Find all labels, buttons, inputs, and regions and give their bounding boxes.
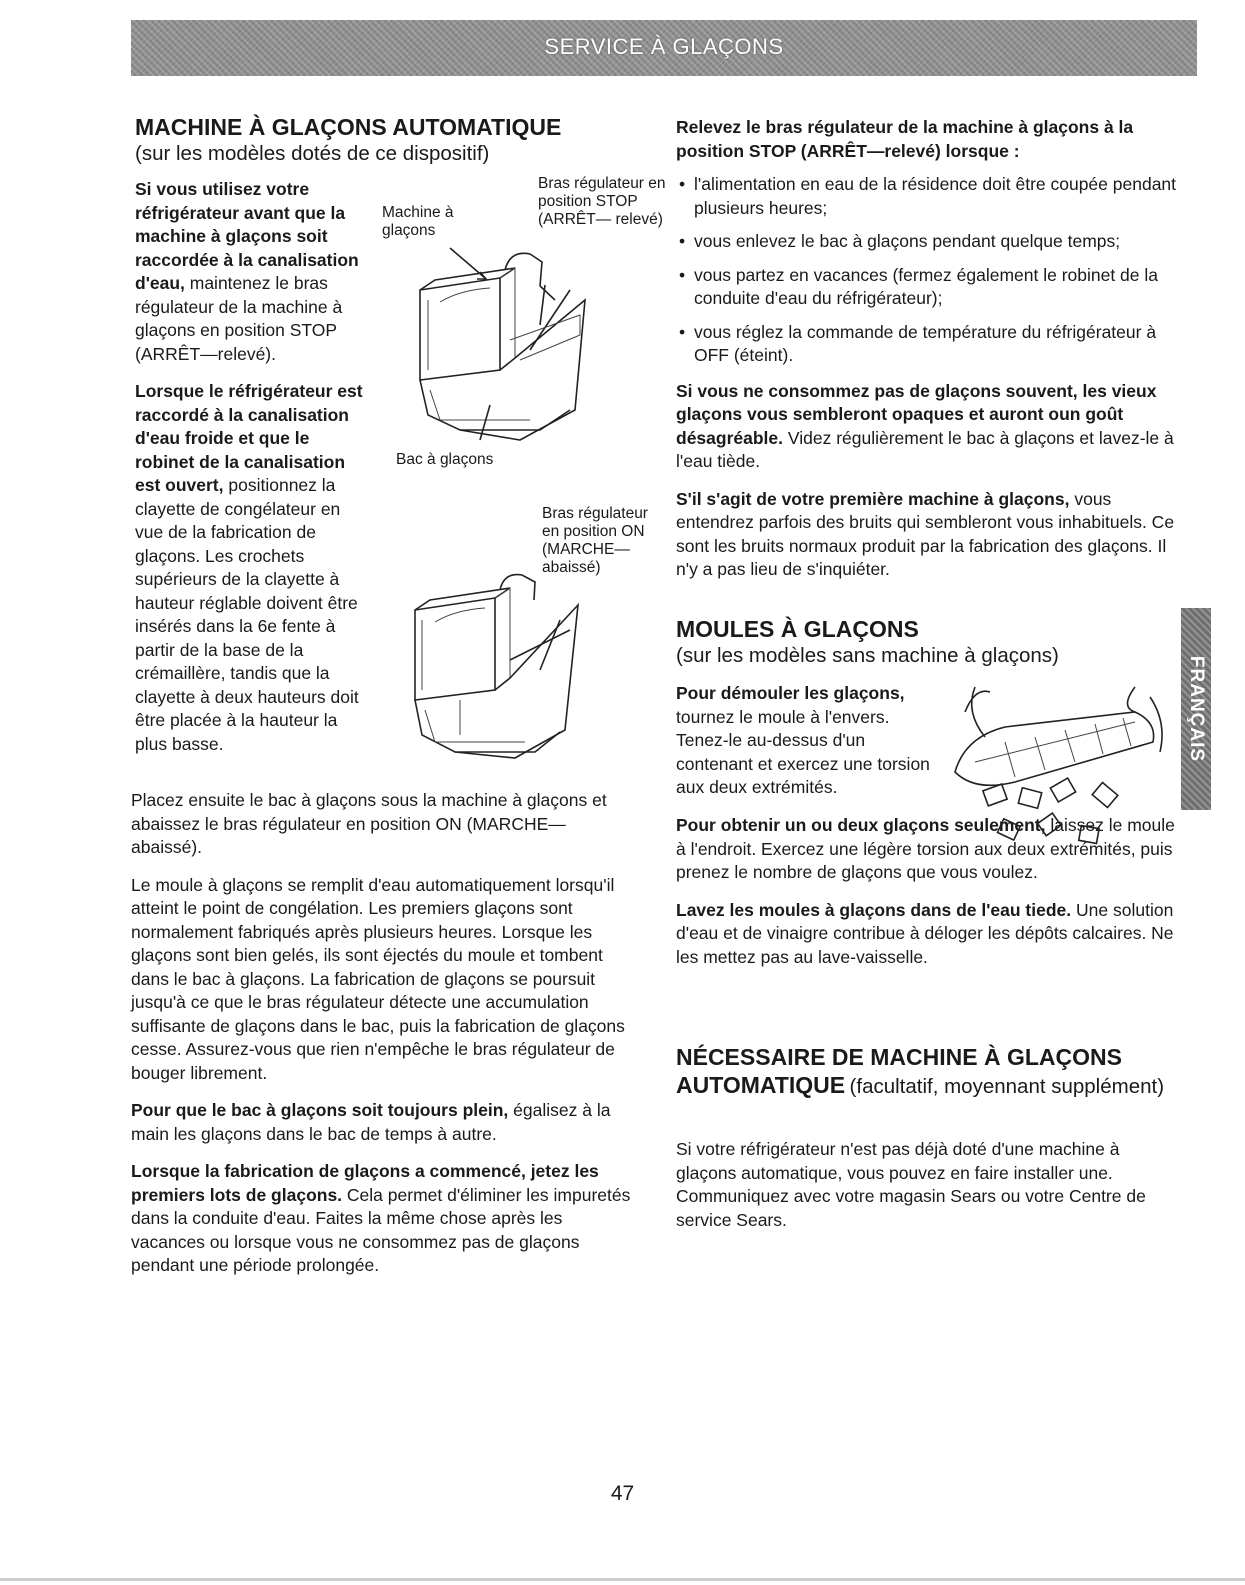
kit-subheading: (facultatif, moyennant supplément) (849, 1075, 1165, 1098)
stop-conditions-list (676, 173, 1186, 368)
p2-bold: Lorsque le réfrigérateur est raccordé à la canalisation d'eau froide et que le robinet de la canalisation est ouvert, (135, 381, 363, 495)
stop-intro: Relevez le bras régulateur de la machine à glaçons à la position STOP (ARRÊT—relevé) lorsque : (676, 117, 1134, 161)
wash-text: Une solution d'eau et de vinaigre contribue à déloger les dépôts calcaires. Ne les mettez pas au lave-vaisselle. (676, 899, 1174, 967)
language-tab (1181, 608, 1211, 810)
p2-cont: Placez ensuite le bac à glaçons sous la machine à glaçons et abaissez le bras régulateur en position ON (MARCHE—abaissé). (131, 790, 607, 857)
unmold-text: tournez le moule à l'envers. Tenez-le au-dessus d'un contenant et exercez une torsion aux deux extrémités. (676, 706, 930, 797)
moulds-title: MOULES À GLAÇONS (676, 616, 919, 642)
p4-text: égalisez à la main les glaçons dans le bac de temps à autre. (131, 1100, 611, 1144)
language-tab-label: FRANÇAIS (1186, 655, 1207, 763)
list-item: • vous partez en vacances (fermez également le robinet de la conduite d'eau du réfrigérateur); (694, 264, 1186, 311)
list-item: • vous réglez la commande de température du réfrigérateur à OFF (éteint). (694, 321, 1186, 368)
icemaker-subheading: (sur les modèles dotés de ce dispositif) (135, 142, 490, 165)
p5-bold: Lorsque la fabrication de glaçons a commencé, jetez les premiers lots de glaçons. (131, 1161, 599, 1205)
section-banner (131, 20, 1197, 76)
kit-para (676, 1138, 1176, 1246)
fig1-label-machine: Machine à glaçons (382, 204, 454, 239)
p4-bold: Pour que le bac à glaçons soit toujours plein, (131, 1100, 509, 1120)
first-machine-text: vous entendrez parfois des bruits qui sembleront vous inhabituels. Ce sont les bruits normaux produit par la fabrication des glaçons. Il n'y a pas lieu de s'inquiéter. (676, 488, 1175, 579)
unmold-bold: Pour démouler les glaçons, (676, 683, 905, 703)
moulds-subheading: (sur les modèles sans machine à glaçons) (676, 644, 1059, 667)
icemaker-stop-illustration (380, 240, 610, 460)
kit-title: NÉCESSAIRE DE MACHINE À GLAÇONS AUTOMATIQUE (676, 1044, 1122, 1098)
p5-text: Cela permet d'éliminer les impuretés dans la conduite d'eau. Faites la même chose après les vacances ou lorsque vous ne consommez pas de glaçons pendant une période prolongée. (131, 1184, 631, 1275)
p1-text: maintenez le bras régulateur de la machine à glaçons en position STOP (ARRÊT—relevé). (135, 273, 343, 364)
bottom-rule (0, 1578, 1245, 1581)
icemaker-heading: MACHINE À GLAÇONS AUTOMATIQUE (135, 114, 562, 140)
fig2-label-on: Bras régulateur en position ON (MARCHE— abaissé) (542, 505, 648, 576)
p2-text: positionnez la clayette de congélateur en vue de la fabrication de glaçons. Les crochets supérieurs de la clayette à hauteur réglable doivent être insérés dans la 6e fente à partir de la base de la crémaillère, tandis que la clayette à deux hauteurs doit être placée à la hauteur la plus basse. (135, 475, 359, 754)
ice-tray-illustration (945, 682, 1170, 852)
opaque-text: Videz régulièrement le bac à glaçons et lavez-le à l'eau tiède. (676, 427, 1174, 471)
wash-bold: Lavez les moules à glaçons dans de l'eau tiede. (676, 899, 1072, 920)
fig1-label-bac: Bac à glaçons (396, 451, 494, 468)
first-machine-bold: S'il s'agit de votre première machine à glaçons, (676, 488, 1070, 509)
p1-bold: Si vous utilisez votre réfrigérateur avant que la machine à glaçons soit raccordée à la canalisation d'eau, (135, 179, 359, 293)
left-para-2-cont (131, 789, 631, 1292)
moulds-para-narrow (676, 682, 944, 814)
page-number: 47 (610, 1482, 635, 1505)
one-two-bold: Pour obtenir un ou deux glaçons seulement, (676, 815, 1046, 835)
kit-text: Si votre réfrigérateur n'est pas déjà doté d'une machine à glaçons automatique, vous pouvez en faire installer une. Communiquez avec votre magasin Sears ou votre Centre de service Sears. (676, 1139, 1146, 1230)
section-title: SERVICE À GLAÇONS (544, 34, 784, 59)
right-column (676, 116, 1186, 596)
kit-heading (676, 1043, 1176, 1100)
list-item: • l'alimentation en eau de la résidence doit être coupée pendant plusieurs heures; (694, 173, 1186, 220)
moulds-heading (676, 615, 1156, 669)
opaque-bold: Si vous ne consommez pas de glaçons souvent, les vieux glaçons vous sembleront opaques et auront oun goût désagréable. (676, 380, 1157, 448)
left-para-1 (135, 178, 373, 756)
one-two-text: laissez le moule à l'endroit. Exercez une légère torsion aux deux extrémités, puis prenez le nombre de glaçons que vous voulez. (676, 815, 1175, 882)
fig1-label-stop: Bras régulateur en position STOP (ARRÊT— relevé) (538, 175, 666, 228)
icemaker-on-illustration (400, 560, 610, 770)
left-heading (135, 113, 655, 167)
list-item: • vous enlevez le bac à glaçons pendant quelque temps; (694, 230, 1186, 254)
p3-text: Le moule à glaçons se remplit d'eau automatiquement lorsqu'il atteint le point de congélation. Les premiers glaçons sont normalement fabriqués après plusieurs heures. Lorsque les glaçons sont bien gelés, ils sont éjectés du moule et tombent dans le bac à glaçons. La fabrication de glaçons se poursuit jusqu'à ce que le bras régulateur détecte une accumulation suffisante de glaçons dans le bac, puis la fabrication de glaçons cesse. Assurez-vous que rien n'empêche le bras régulateur de bouger librement. (131, 874, 625, 1083)
